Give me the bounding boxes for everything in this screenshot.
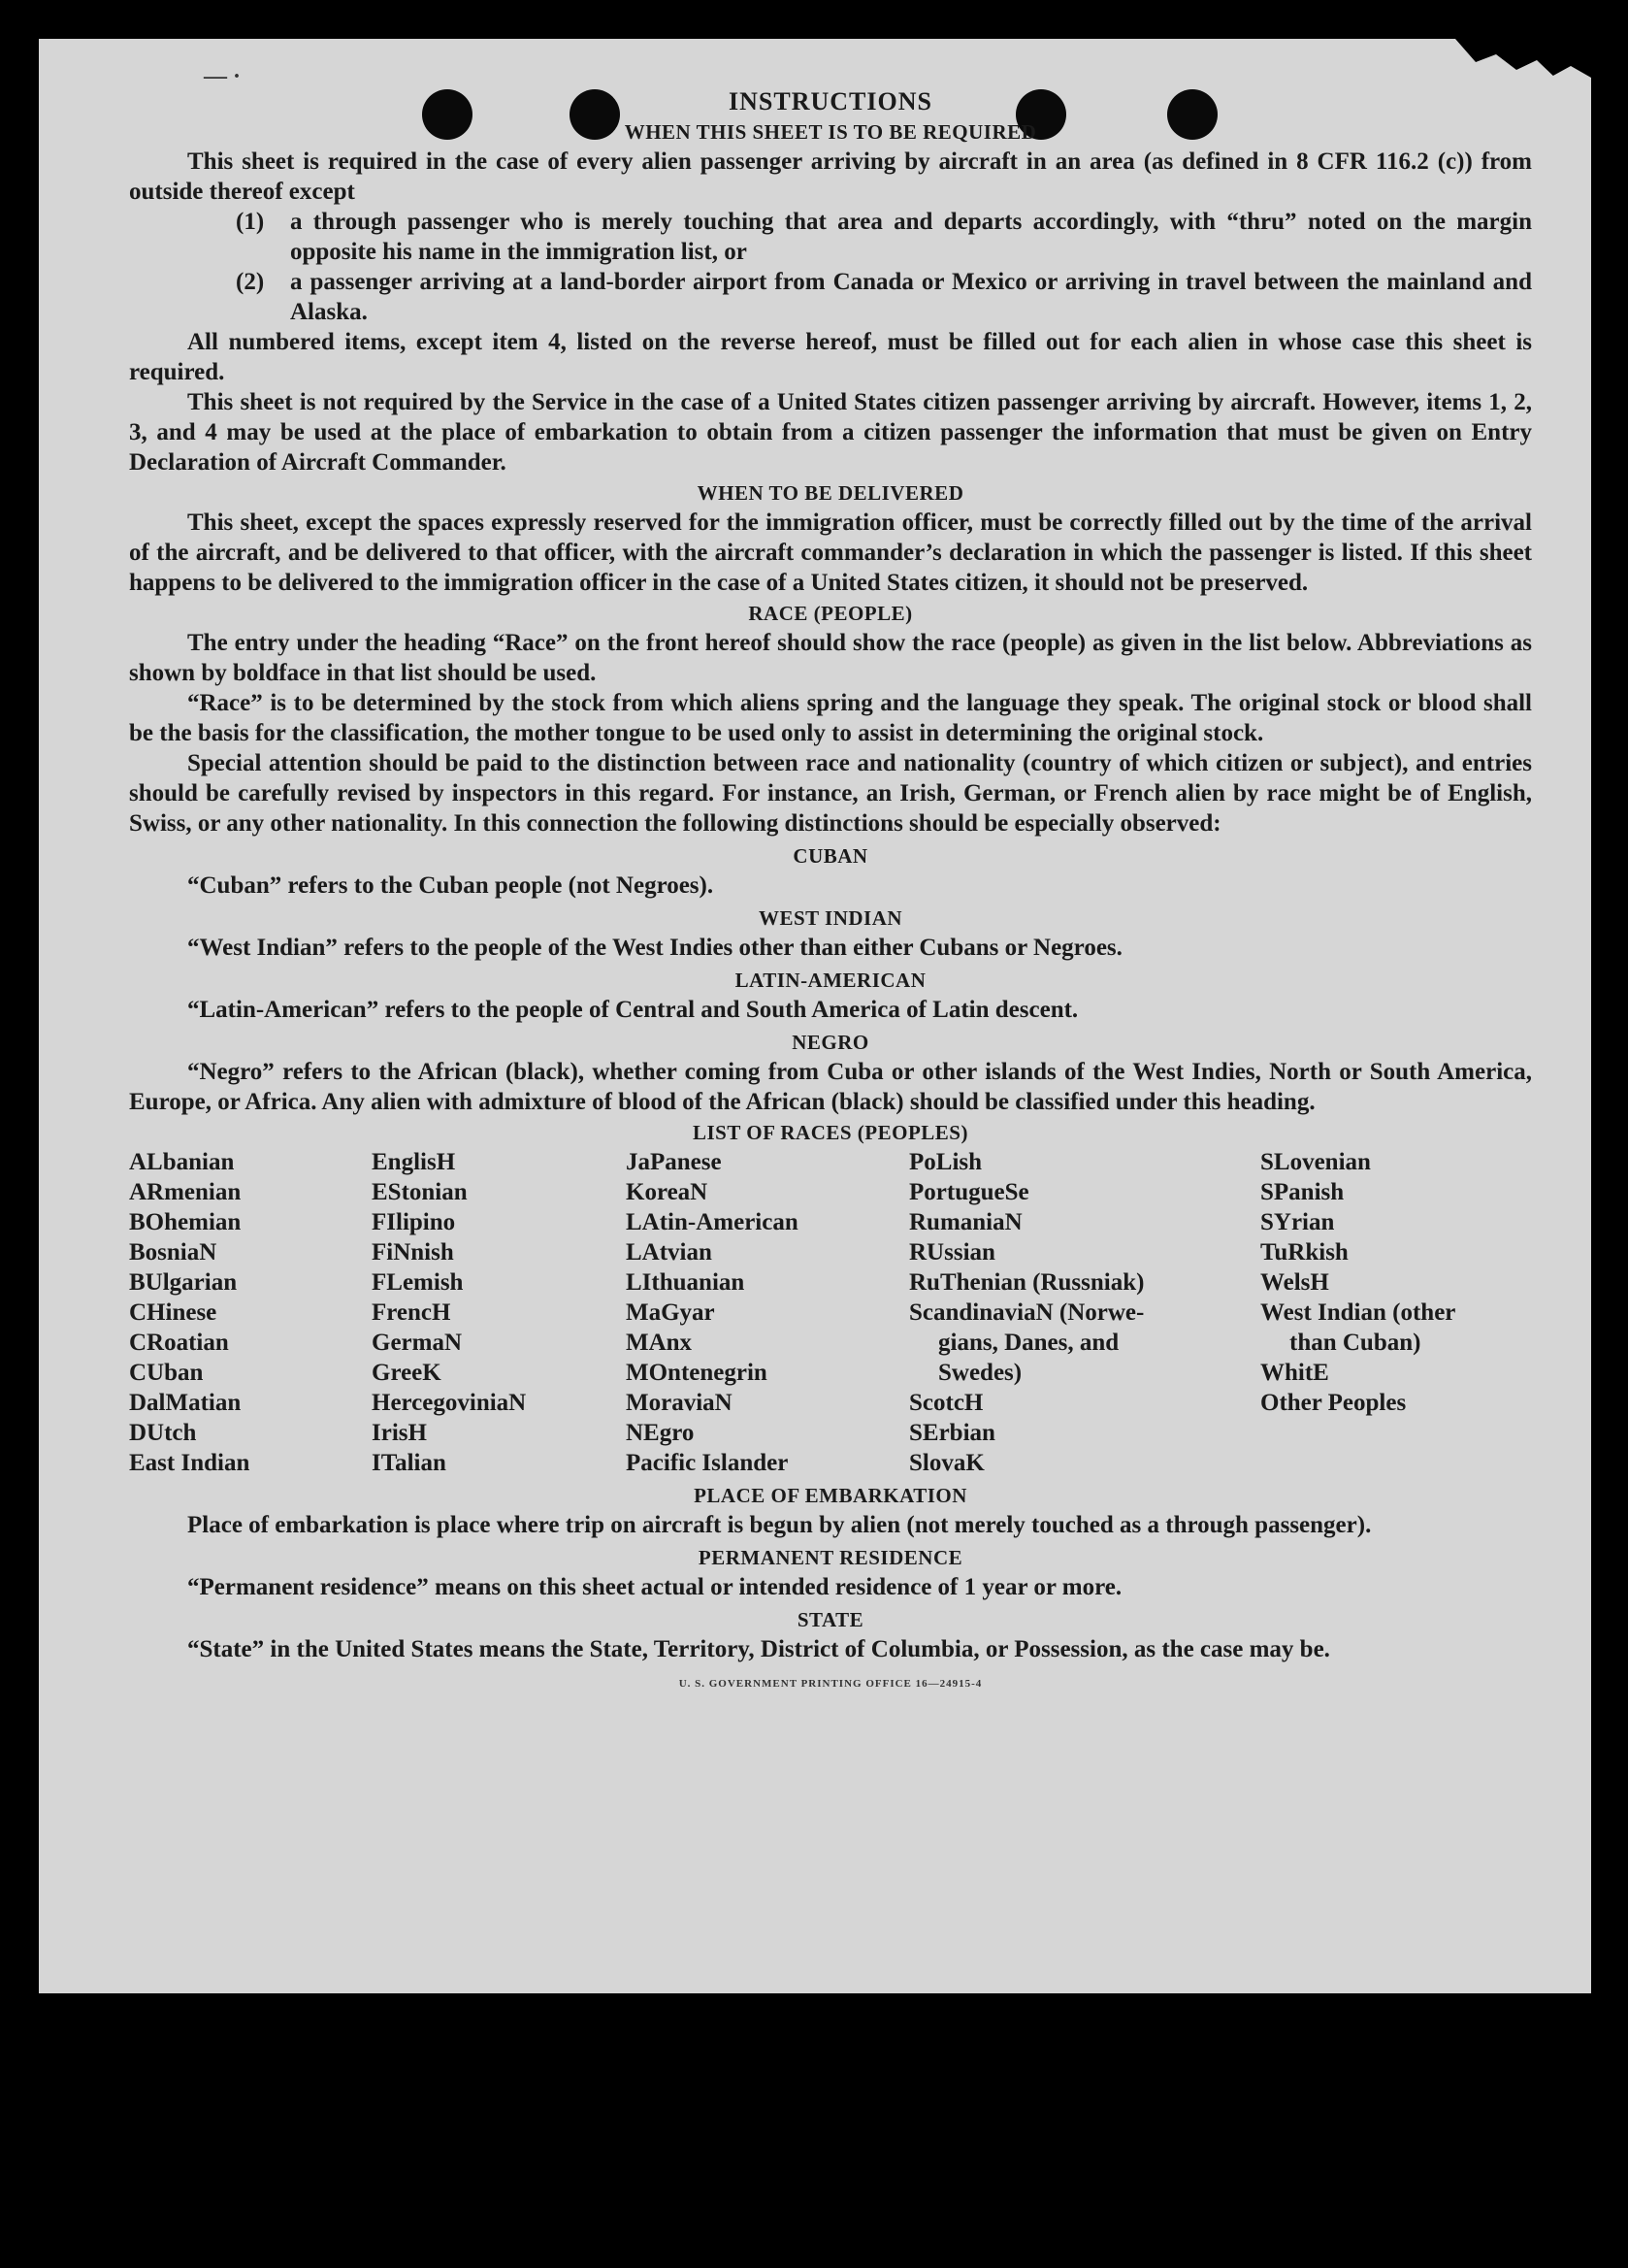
race-entry: FrencH bbox=[372, 1299, 451, 1326]
section-heading-when-delivered: WHEN TO BE DELIVERED bbox=[697, 481, 964, 505]
when-required-para: This sheet is not required by the Service in the case of a United States citizen passenger arriving by aircraft. However, items 1, 2, 3, and 4 may be used at the place of embarkation to obtain from a citizen passenger the information that must be given on Entry Declaration of Aircraft Commander. bbox=[129, 389, 1532, 476]
race-column bbox=[1260, 1147, 1532, 1478]
section-heading-residence: PERMANENT RESIDENCE bbox=[698, 1546, 963, 1569]
race-entry: CHinese bbox=[129, 1299, 217, 1326]
race-entry: NEgro bbox=[626, 1420, 695, 1446]
race-entry: TuRkish bbox=[1260, 1239, 1349, 1265]
embarkation-text: Place of embarkation is place where trip on aircraft is begun by alien (not merely touched as a through passenger). bbox=[187, 1512, 1372, 1538]
race-entry: IrisH bbox=[372, 1420, 427, 1446]
race-entry: JaPanese bbox=[626, 1149, 722, 1175]
race-entry: SLovenian bbox=[1260, 1149, 1371, 1175]
race-entry: ARmenian bbox=[129, 1179, 242, 1205]
exception-text: a passenger arriving at a land-border airport from Canada or Mexico or arriving in travel between the mainland and Alaska. bbox=[290, 269, 1532, 325]
race-column bbox=[129, 1147, 372, 1478]
race-entry: Pacific Islander bbox=[626, 1450, 789, 1476]
race-entry: LAtin-American bbox=[626, 1209, 798, 1235]
race-entry: PoLish bbox=[909, 1149, 983, 1175]
race-entry: Other Peoples bbox=[1260, 1390, 1407, 1416]
race-column bbox=[372, 1147, 626, 1478]
race-entry: SErbian bbox=[909, 1420, 995, 1446]
race-entry: BUlgarian bbox=[129, 1269, 238, 1296]
race-entry: MaGyar bbox=[626, 1299, 715, 1326]
race-entry: FLemish bbox=[372, 1269, 464, 1296]
race-entry: SlovaK bbox=[909, 1450, 985, 1476]
race-entry: FIlipino bbox=[372, 1209, 456, 1235]
distinction-text: “Latin-American” refers to the people of Central and South America of Latin descent. bbox=[187, 997, 1079, 1023]
race-column bbox=[909, 1147, 1260, 1478]
distinction-heading: NEGRO bbox=[792, 1031, 869, 1054]
race-entry: ALbanian bbox=[129, 1149, 235, 1175]
race-entry: BOhemian bbox=[129, 1209, 242, 1235]
exception-item bbox=[129, 267, 1532, 327]
exception-item bbox=[129, 207, 1532, 267]
race-para: The entry under the heading “Race” on the front hereof should show the race (people) as given in the list below. Abbreviations as shown by boldface in that list should be used. bbox=[129, 630, 1532, 686]
residence-text: “Permanent residence” means on this sheet actual or intended residence of 1 year or more. bbox=[187, 1574, 1123, 1600]
race-entry: CRoatian bbox=[129, 1330, 229, 1356]
race-entry: LAtvian bbox=[626, 1239, 712, 1265]
race-entry: CUban bbox=[129, 1360, 204, 1386]
when-delivered-text: This sheet, except the spaces expressly reserved for the immigration officer, must be correctly filled out by the time of the arrival of the aircraft, and be delivered to that officer, with the aircraft commander’s declaration in which the passenger is listed. If this sheet happens to be delivered to the immigration officer in the case of a United States citizen, it should not be preserved. bbox=[129, 509, 1532, 596]
distinction-text: “Cuban” refers to the Cuban people (not Negroes). bbox=[187, 872, 714, 899]
section-heading-when-required: WHEN THIS SHEET IS TO BE REQUIRED bbox=[624, 120, 1037, 144]
race-entry: PortugueSe bbox=[909, 1179, 1029, 1205]
race-entry: SYrian bbox=[1260, 1209, 1335, 1235]
when-required-para: All numbered items, except item 4, listed on the reverse hereof, must be filled out for each alien in whose case this sheet is required. bbox=[129, 329, 1532, 385]
page-title: INSTRUCTIONS bbox=[729, 87, 932, 115]
race-entry: EnglisH bbox=[372, 1149, 456, 1175]
race-entry: RuThenian (Russniak) bbox=[909, 1269, 1145, 1296]
race-entry: MOntenegrin bbox=[626, 1360, 767, 1386]
race-entry: RumaniaN bbox=[909, 1209, 1023, 1235]
instructions-content bbox=[129, 87, 1532, 1690]
race-entry: East Indian bbox=[129, 1450, 250, 1476]
race-entry: HercegoviniaN bbox=[372, 1390, 527, 1416]
section-heading-race: RACE (PEOPLE) bbox=[748, 602, 913, 625]
distinction-heading: CUBAN bbox=[793, 844, 868, 868]
distinction-heading: WEST INDIAN bbox=[758, 906, 903, 930]
state-text: “State” in the United States means the State, Territory, District of Columbia, or Possession, as the case may be. bbox=[187, 1636, 1330, 1662]
race-entry: FiNnish bbox=[372, 1239, 454, 1265]
section-heading-embarkation: PLACE OF EMBARKATION bbox=[694, 1484, 967, 1507]
race-entry: ScandinaviaN (Norwe- bbox=[909, 1299, 1145, 1326]
corner-mark: — · bbox=[204, 64, 242, 89]
race-para: Special attention should be paid to the distinction between race and nationality (country of which citizen or subject), and entries should be carefully revised by inspectors in this regard. For instance, an Irish, German, or French alien by race might be of English, Swiss, or any other nationality. In this connection the following distinctions should be especially observed: bbox=[129, 750, 1532, 837]
distinction-text: “West Indian” refers to the people of the West Indies other than either Cubans or Negroes. bbox=[187, 935, 1123, 961]
printer-imprint: U. S. GOVERNMENT PRINTING OFFICE 16—24915-4 bbox=[678, 1678, 983, 1690]
torn-corner bbox=[1455, 39, 1591, 78]
exception-number: (1) bbox=[236, 209, 265, 235]
race-para: “Race” is to be determined by the stock from which aliens spring and the language they speak. The original stock or blood shall be the basis for the classification, the mother tongue to be used only to assist in determining the original stock. bbox=[129, 690, 1532, 746]
exception-text: a through passenger who is merely touching that area and departs accordingly, with “thru” noted on the margin opposite his name in the immigration list, or bbox=[290, 209, 1532, 265]
distinction-heading: LATIN-AMERICAN bbox=[734, 969, 927, 992]
exception-number: (2) bbox=[236, 269, 265, 295]
race-entry: LIthuanian bbox=[626, 1269, 745, 1296]
distinction-text: “Negro” refers to the African (black), whether coming from Cuba or other islands of the West Indies, North or South America, Europe, or Africa. Any alien with admixture of blood of the African (black) should be classified under this heading. bbox=[129, 1059, 1532, 1115]
race-entry: GreeK bbox=[372, 1360, 441, 1386]
race-entry: MoraviaN bbox=[626, 1390, 733, 1416]
race-entry: KoreaN bbox=[626, 1179, 708, 1205]
race-entry: BosniaN bbox=[129, 1239, 217, 1265]
race-entry: RUssian bbox=[909, 1239, 995, 1265]
race-entry: ITalian bbox=[372, 1450, 446, 1476]
race-entry: WelsH bbox=[1260, 1269, 1329, 1296]
race-entry: ScotcH bbox=[909, 1390, 984, 1416]
race-entry: GermaN bbox=[372, 1330, 463, 1356]
when-required-intro: This sheet is required in the case of every alien passenger arriving by aircraft in an area (as defined in 8 CFR 116.2 (c)) from outside thereof except bbox=[129, 148, 1532, 205]
race-column bbox=[626, 1147, 909, 1478]
race-entry: DUtch bbox=[129, 1420, 197, 1446]
section-heading-race-list: LIST OF RACES (PEOPLES) bbox=[693, 1121, 968, 1144]
race-entry: WhitE bbox=[1260, 1360, 1329, 1386]
race-entry: EStonian bbox=[372, 1179, 468, 1205]
race-entry: DalMatian bbox=[129, 1390, 242, 1416]
race-entry: Swedes) bbox=[938, 1360, 1023, 1386]
race-entry: than Cuban) bbox=[1289, 1330, 1421, 1356]
document-page bbox=[39, 39, 1591, 1993]
section-heading-state: STATE bbox=[797, 1608, 864, 1631]
race-entry: gians, Danes, and bbox=[938, 1330, 1120, 1356]
race-entry: MAnx bbox=[626, 1330, 693, 1356]
race-entry: West Indian (other bbox=[1260, 1299, 1456, 1326]
race-list bbox=[129, 1147, 1532, 1478]
race-entry: SPanish bbox=[1260, 1179, 1345, 1205]
